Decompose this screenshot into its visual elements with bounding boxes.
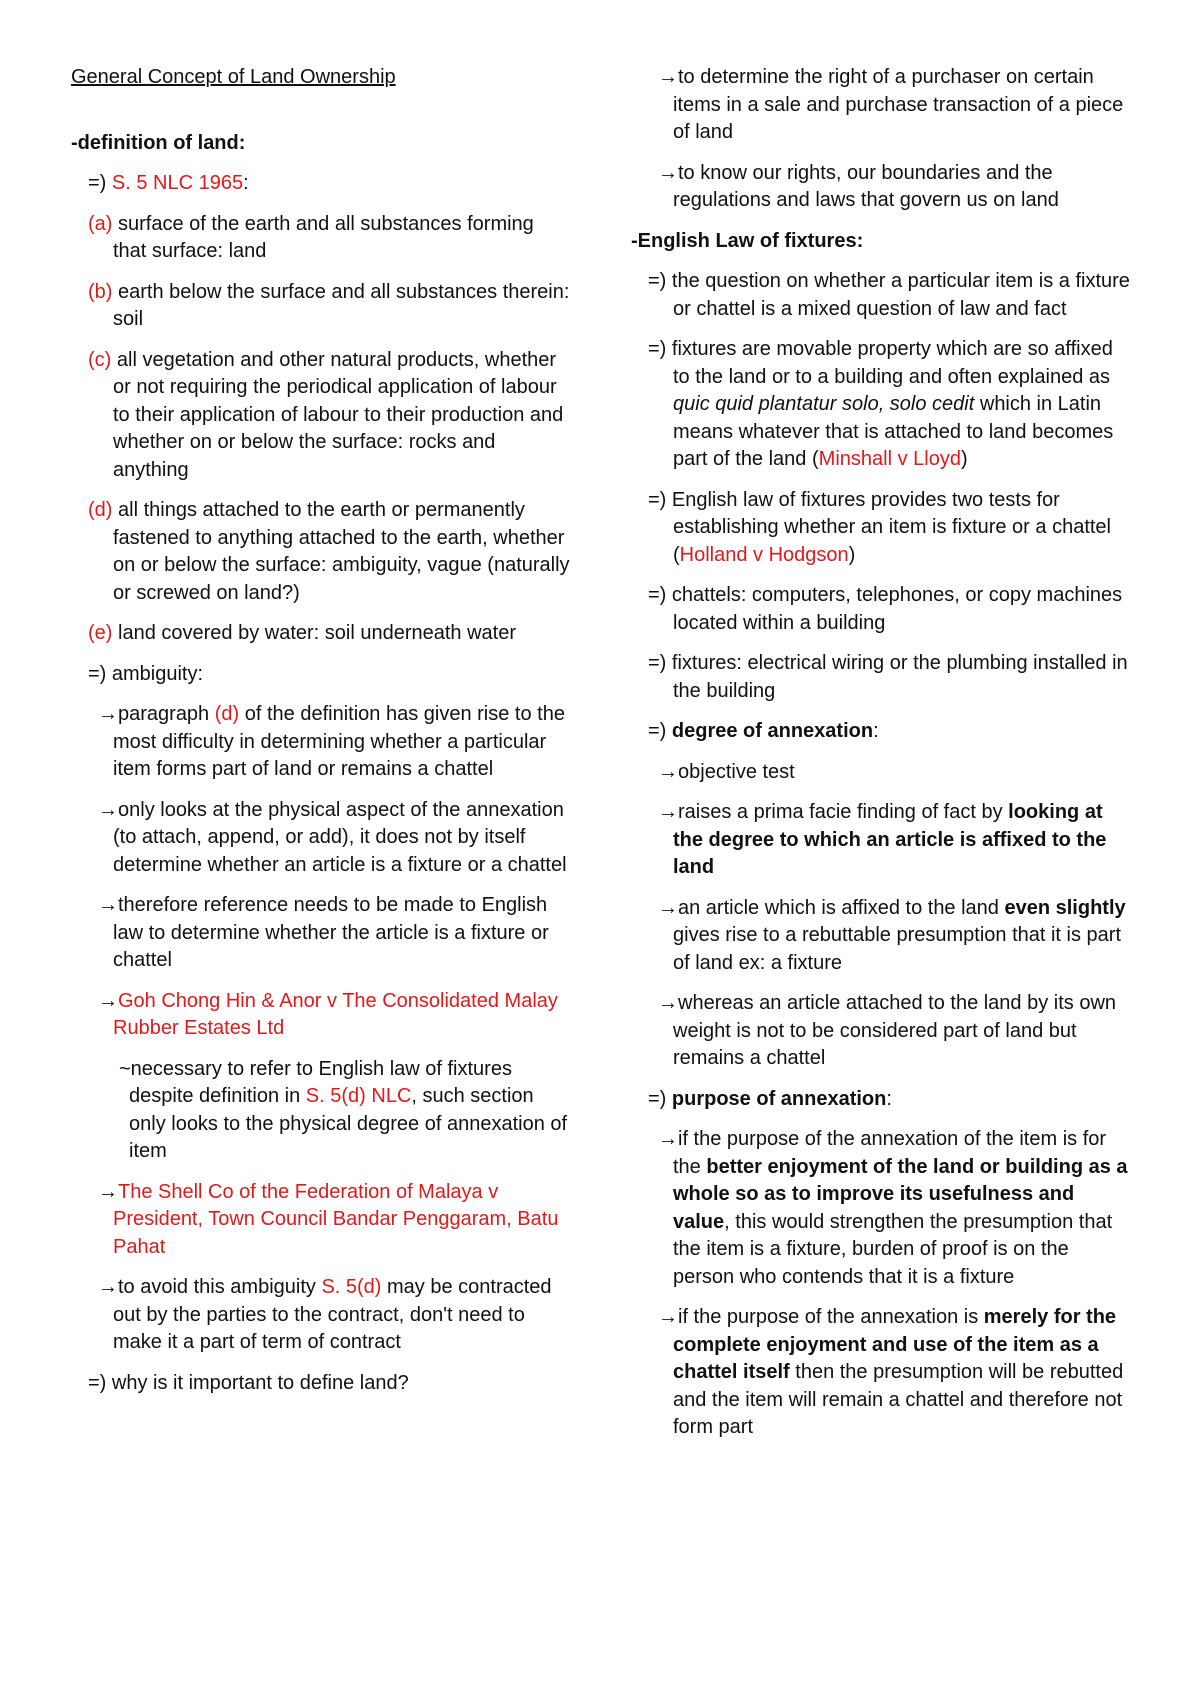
degree-point-3: →an article which is affixed to the land even slightly gives rise to a rebuttable presumption that it is part of land ex: a fixture (658, 896, 1126, 974)
case-note: ~necessary to refer to English law of fixtures despite definition in S. 5(d) NLC, such section only looks to the physical degree of annexation of item (119, 1057, 568, 1162)
case-name: Holland v Hodgson (679, 543, 849, 566)
item-label: (e) (88, 622, 113, 644)
fixtures-examples: =) fixtures: electrical wiring or the plumbing installed in the building (648, 652, 1128, 702)
avoid-ambiguity-point: →to avoid this ambiguity S. 5(d) may be contracted out by the parties to the contract, don't need to make it a part of term of contract (98, 1276, 552, 1353)
item-label: (d) (88, 499, 113, 521)
definition-heading: -definition of land: (71, 131, 246, 154)
item-label: (a) (88, 212, 113, 235)
degree-point-4: →whereas an article attached to the land by its own weight is not to be considered part of land but remains a chattel (658, 992, 1117, 1069)
why-define-land: =) why is it important to define land? (88, 1371, 409, 1394)
definition-intro: =) S. 5 NLC 1965: (88, 172, 249, 194)
purpose-of-annexation-heading: =) purpose of annexation: (648, 1087, 892, 1110)
ambiguity-heading: =) ambiguity: (88, 662, 204, 685)
purpose-point-2: →if the purpose of the annexation is merely for the complete enjoyment and use of the item as a chattel itself then the presumption will be rebutted and the item will remain a chattel and therefore not form part (658, 1306, 1124, 1438)
case-name: Minshall v Lloyd (818, 448, 961, 470)
statute-reference: S. 5 NLC 1965 (111, 172, 244, 194)
arrow-icon: → (98, 1180, 118, 1203)
degree-point-2: →raises a prima facie finding of fact by looking at the degree to which an article is affixed to the land (658, 801, 1107, 878)
case-shell-co (71, 1179, 571, 1262)
case-name: The Shell Co of the Federation of Malaya v President, Town Council Bandar Penggaram, Batu Pahat (113, 1180, 559, 1258)
arrow-icon: → (98, 703, 118, 725)
fixtures-point-3: =) English law of fixtures provides two tests for establishing whether an item is fixture or a chattel (Holland v Hodgson) (648, 488, 1111, 566)
degree-point-1: →objective test (658, 760, 795, 783)
degree-of-annexation-heading: =) degree of annexation: (648, 720, 879, 742)
why-reason-1: →to determine the right of a purchaser on certain items in a sale and purchase transaction of a piece of land (658, 66, 1124, 143)
document-title: General Concept of Land Ownership (71, 66, 396, 88)
fixtures-point-1: =) the question on whether a particular item is a fixture or chattel is a mixed question of law and fact (648, 270, 1130, 320)
english-law-heading: -English Law of fixtures: (631, 229, 864, 252)
item-label: (b) (88, 280, 113, 303)
case-name: Goh Chong Hin & Anor v The Consolidated Malay Rubber Estates Ltd (113, 989, 558, 1039)
case-goh-chong-hin (71, 988, 571, 1043)
purpose-point-1: →if the purpose of the annexation of the item is for the better enjoyment of the land or building as a whole so as to improve its usefulness and value, this would strengthen the presumption that the item is a fixture, burden of proof is on the person who contends that it is a fixture (658, 1128, 1128, 1288)
latin-maxim: quic quid plantatur solo, solo cedit (673, 393, 975, 415)
chattels-examples: =) chattels: computers, telephones, or copy machines located within a building (648, 584, 1123, 634)
definition-item-d: (d) all things attached to the earth or permanently fastened to anything attached to the earth, whether on or below the surface: ambiguity, vague (naturally or screwed on land?) (88, 499, 570, 604)
fixtures-point-2: =) fixtures are movable property which are so affixed to the land or to a building and often explained as quic quid plantatur solo, solo cedit which in Latin means whatever that is attached to land becomes part of the land (Minshall v Lloyd) (648, 338, 1114, 470)
item-label: (c) (88, 348, 112, 371)
ambiguity-point-1: →paragraph (d) of the definition has given rise to the most difficulty in determining whether a particular item forms part of land or remains a chattel (98, 703, 565, 780)
definition-item-b: (b) earth below the surface and all substances therein: soil (88, 280, 570, 330)
ambiguity-point-3: →therefore reference needs to be made to English law to determine whether the article is a fixture or chattel (98, 894, 549, 971)
why-reason-2: →to know our rights, our boundaries and the regulations and laws that govern us on land (658, 161, 1059, 211)
right-column (631, 64, 1131, 1455)
definition-item-c: (c) all vegetation and other natural products, whether or not requiring the periodical application of labour to their application of labour to their production and whether on or below the surface: rocks and anything (88, 348, 564, 481)
definition-item-a: (a) surface of the earth and all substances forming that surface: land (88, 212, 534, 262)
ambiguity-point-2: →only looks at the physical aspect of the annexation (to attach, append, or add), it does not by itself determine whether an article is a fixture or a chattel (98, 798, 567, 876)
arrow-icon: → (98, 989, 118, 1012)
definition-item-e: (e) land covered by water: soil underneath water (88, 622, 517, 644)
left-column (71, 64, 571, 1410)
